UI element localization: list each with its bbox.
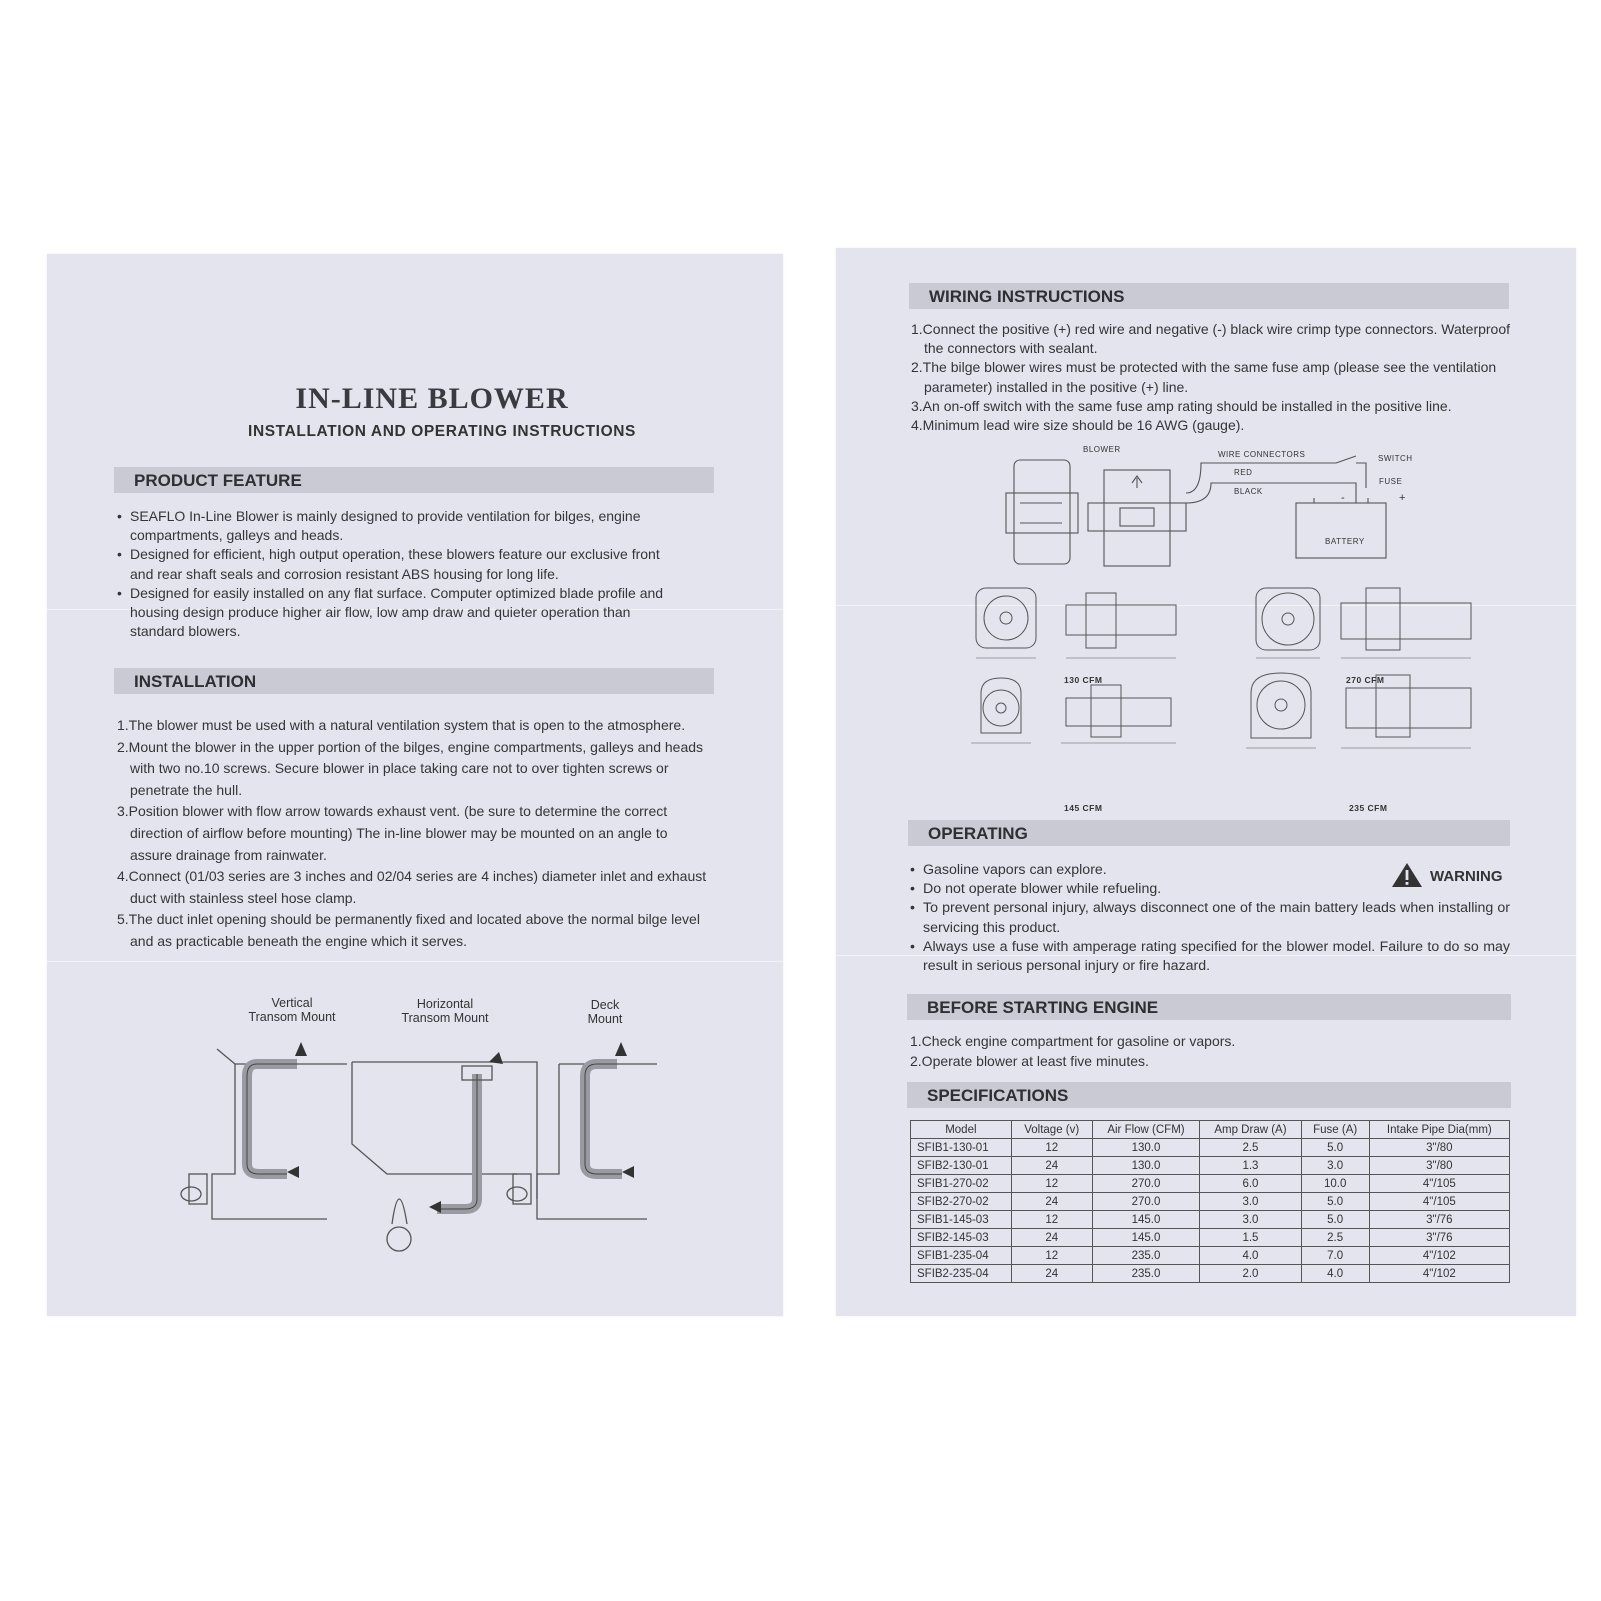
mounting-diagram xyxy=(177,1024,697,1274)
column-header: Model xyxy=(911,1121,1012,1139)
table-cell: 5.0 xyxy=(1301,1139,1369,1157)
table-row xyxy=(911,1211,1510,1229)
table-cell: 12 xyxy=(1011,1211,1092,1229)
table-cell: 4"/105 xyxy=(1369,1175,1509,1193)
product-feature-heading: PRODUCT FEATURE xyxy=(114,467,714,493)
list-item: 2.Operate blower at least five minutes. xyxy=(910,1052,1149,1069)
label-line: Horizontal xyxy=(416,997,474,1011)
table-cell: SFIB2-235-04 xyxy=(911,1265,1012,1283)
table-cell: 24 xyxy=(1011,1229,1092,1247)
table-cell: 6.0 xyxy=(1200,1175,1301,1193)
table-cell: SFIB1-235-04 xyxy=(911,1247,1012,1265)
list-item: • Always use a fuse with amperage rating specified for the blower model. Failure to do so may result in serious personal injury or fire hazard. xyxy=(910,938,1510,976)
table-cell: 3"/76 xyxy=(1369,1229,1509,1247)
product-feature-list xyxy=(117,507,677,641)
table-cell: 12 xyxy=(1011,1175,1092,1193)
warning-label: WARNING xyxy=(1430,868,1503,885)
table-cell: 4.0 xyxy=(1301,1265,1369,1283)
list-item: • Gasoline vapors can explore. xyxy=(910,861,1510,880)
table-cell: 3.0 xyxy=(1200,1211,1301,1229)
table-cell: 235.0 xyxy=(1092,1247,1200,1265)
column-header: Voltage (v) xyxy=(1011,1121,1092,1139)
red-wire-label: RED xyxy=(1234,468,1253,477)
list-item: 2.Mount the blower in the upper portion of the bilges, engine compartments, galleys and heads with two no.10 screws. Secure blower in place taking care not to over tighten screws or penetrate the hull. xyxy=(117,738,704,798)
label-line: Transom Mount xyxy=(248,1010,336,1024)
table-cell: 24 xyxy=(1011,1193,1092,1211)
label-line: Mount xyxy=(587,1012,623,1026)
switch-label: SWITCH xyxy=(1378,454,1413,463)
column-header: Intake Pipe Dia(mm) xyxy=(1369,1121,1509,1139)
table-cell: 24 xyxy=(1011,1157,1092,1175)
table-row xyxy=(911,1265,1510,1283)
list-item: 1.The blower must be used with a natural ventilation system that is open to the atmosphere. xyxy=(117,717,686,733)
list-item: 4.Connect (01/03 series are 3 inches and 02/04 series are 4 inches) diameter inlet and exhaust duct with stainless steel hose clamp. xyxy=(117,868,707,906)
table-cell: SFIB1-145-03 xyxy=(911,1211,1012,1229)
table-cell: 4"/102 xyxy=(1369,1247,1509,1265)
list-item: 4.Minimum lead wire size should be 16 AWG (gauge). xyxy=(911,417,1245,434)
wire-connectors-label: WIRE CONNECTORS xyxy=(1218,450,1306,459)
list-item: • Designed for easily installed on any flat surface. Computer optimized blade profile and housing design produce higher air flow, low amp draw and quieter operation than standard blowers. xyxy=(117,584,677,642)
table-cell: SFIB1-130-01 xyxy=(911,1139,1012,1157)
table-cell: 270.0 xyxy=(1092,1175,1200,1193)
list-item: 5.The duct inlet opening should be permanently fixed and located above the normal bilge level and as practicable beneath the engine which it serves. xyxy=(117,911,700,949)
table-cell: 130.0 xyxy=(1092,1139,1200,1157)
blower-dimension-drawings xyxy=(946,583,1506,783)
table-cell: 3"/80 xyxy=(1369,1139,1509,1157)
table-cell: 3"/80 xyxy=(1369,1157,1509,1175)
table-header-row xyxy=(911,1121,1510,1139)
black-wire-label: BLACK xyxy=(1234,487,1263,496)
list-item: • Do not operate blower while refueling. xyxy=(910,880,1510,899)
table-cell: SFIB2-130-01 xyxy=(911,1157,1012,1175)
before-starting-engine-heading: BEFORE STARTING ENGINE xyxy=(907,994,1511,1020)
table-cell: 3.0 xyxy=(1200,1193,1301,1211)
column-header: Air Flow (CFM) xyxy=(1092,1121,1200,1139)
before-starting-steps xyxy=(910,1032,1510,1071)
list-item: • To prevent personal injury, always disconnect one of the main battery leads when installing or servicing this product. xyxy=(910,899,1510,937)
label-line: Vertical xyxy=(271,996,313,1010)
model-235-cfm-label: 235 CFM xyxy=(1349,803,1388,813)
list-item: • Designed for efficient, high output operation, these blowers feature our exclusive front and rear shaft seals and corrosion resistant ABS housing for long life. xyxy=(117,545,677,583)
table-row xyxy=(911,1247,1510,1265)
vertical-transom-mount-label xyxy=(227,996,357,1024)
table-cell: 4.0 xyxy=(1200,1247,1301,1265)
table-row xyxy=(911,1229,1510,1247)
table-cell: 130.0 xyxy=(1092,1157,1200,1175)
table-cell: 2.5 xyxy=(1301,1229,1369,1247)
installation-steps xyxy=(117,715,707,953)
table-row xyxy=(911,1175,1510,1193)
table-cell: 1.5 xyxy=(1200,1229,1301,1247)
table-cell: 1.3 xyxy=(1200,1157,1301,1175)
installation-heading: INSTALLATION xyxy=(114,668,714,694)
list-item: 1.Check engine compartment for gasoline or vapors. xyxy=(910,1033,1236,1049)
table-row xyxy=(911,1139,1510,1157)
table-cell: 5.0 xyxy=(1301,1193,1369,1211)
list-item: 3.Position blower with flow arrow towards exhaust vent. (be sure to determine the correct direction of airflow before mounting) The in-line blower may be mounted on an angle to assure drainage from rainwater. xyxy=(117,803,668,863)
battery-minus-label: - xyxy=(1341,492,1346,504)
horizontal-transom-mount-label xyxy=(380,997,510,1025)
table-cell: 145.0 xyxy=(1092,1211,1200,1229)
specifications-table xyxy=(910,1120,1510,1283)
table-cell: 235.0 xyxy=(1092,1265,1200,1283)
wiring-steps xyxy=(911,320,1521,435)
battery-label: BATTERY xyxy=(1325,537,1365,546)
table-cell: 2.5 xyxy=(1200,1139,1301,1157)
left-instruction-sheet xyxy=(47,254,783,1316)
table-cell: 3"/76 xyxy=(1369,1211,1509,1229)
table-cell: SFIB2-270-02 xyxy=(911,1193,1012,1211)
list-item: 2.The bilge blower wires must be protected with the same fuse amp (please see the ventilation parameter) installed in the positive (+) line. xyxy=(911,359,1497,395)
table-cell: SFIB2-145-03 xyxy=(911,1229,1012,1247)
specifications-heading: SPECIFICATIONS xyxy=(907,1082,1511,1108)
table-cell: 270.0 xyxy=(1092,1193,1200,1211)
model-270-cfm-label: 270 CFM xyxy=(1346,675,1385,685)
model-130-cfm-label: 130 CFM xyxy=(1064,675,1103,685)
right-instruction-sheet xyxy=(836,248,1576,1316)
deck-mount-label xyxy=(565,998,645,1026)
list-item: 3.An on-off switch with the same fuse amp rating should be installed in the positive line. xyxy=(911,397,1452,414)
label-line: Transom Mount xyxy=(401,1011,489,1025)
wiring-instructions-heading: WIRING INSTRUCTIONS xyxy=(909,283,1509,309)
table-cell: 3.0 xyxy=(1301,1157,1369,1175)
blower-label: BLOWER xyxy=(1083,445,1121,454)
battery-plus-label: + xyxy=(1399,492,1406,504)
wiring-diagram xyxy=(996,448,1436,578)
model-145-cfm-label: 145 CFM xyxy=(1064,803,1103,813)
table-row xyxy=(911,1157,1510,1175)
document-subtitle: INSTALLATION AND OPERATING INSTRUCTIONS xyxy=(248,423,636,440)
table-cell: 12 xyxy=(1011,1247,1092,1265)
table-cell: SFIB1-270-02 xyxy=(911,1175,1012,1193)
fold-crease xyxy=(47,961,783,962)
table-cell: 2.0 xyxy=(1200,1265,1301,1283)
label-line: Deck xyxy=(590,998,620,1012)
table-row xyxy=(911,1193,1510,1211)
operating-heading: OPERATING xyxy=(908,820,1510,846)
document-title: IN-LINE BLOWER xyxy=(295,382,569,415)
fuse-label: FUSE xyxy=(1379,477,1403,486)
table-cell: 4"/105 xyxy=(1369,1193,1509,1211)
column-header: Fuse (A) xyxy=(1301,1121,1369,1139)
list-item: • SEAFLO In-Line Blower is mainly designed to provide ventilation for bilges, engine compartments, galleys and heads. xyxy=(117,507,677,545)
table-cell: 12 xyxy=(1011,1139,1092,1157)
operating-list xyxy=(910,861,1510,976)
table-cell: 5.0 xyxy=(1301,1211,1369,1229)
table-cell: 4"/102 xyxy=(1369,1265,1509,1283)
list-item: 1.Connect the positive (+) red wire and negative (-) black wire crimp type connectors. Waterproof the connectors with sealant. xyxy=(911,321,1511,357)
table-cell: 7.0 xyxy=(1301,1247,1369,1265)
column-header: Amp Draw (A) xyxy=(1200,1121,1301,1139)
table-cell: 145.0 xyxy=(1092,1229,1200,1247)
table-cell: 24 xyxy=(1011,1265,1092,1283)
table-cell: 10.0 xyxy=(1301,1175,1369,1193)
